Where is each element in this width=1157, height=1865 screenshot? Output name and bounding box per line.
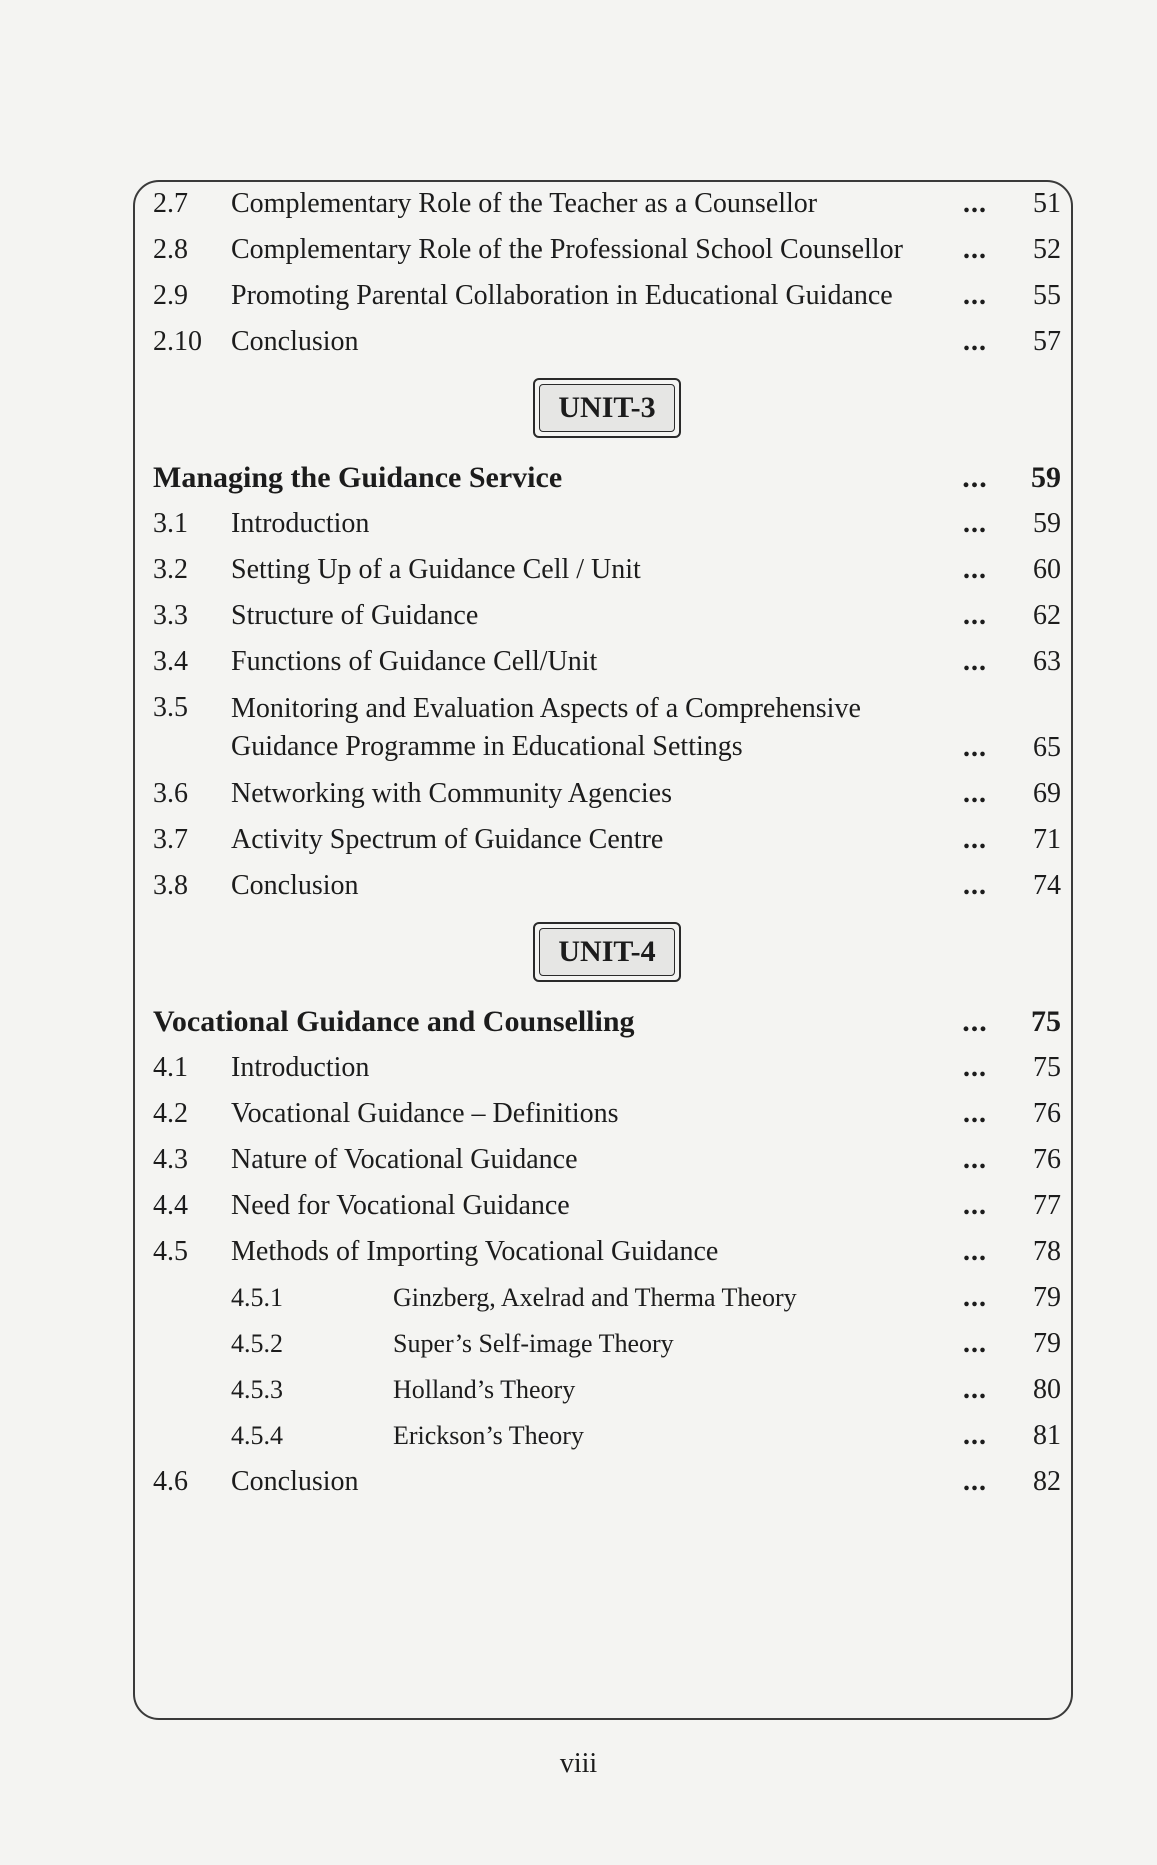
toc-entry-4-3 <box>153 1142 1061 1178</box>
entry-title: Vocational Guidance – Definitions <box>231 1098 619 1129</box>
entry-number: 3.2 <box>153 554 188 585</box>
page-number: 52 <box>1033 234 1061 265</box>
page-number: 77 <box>1033 1190 1061 1221</box>
entry-number: 4.3 <box>153 1144 188 1175</box>
entry-title: Promoting Parental Collaboration in Educational Guidance <box>231 280 893 311</box>
page-number: 71 <box>1033 824 1061 855</box>
entry-number: 3.8 <box>153 870 188 901</box>
entry-title-line-1: Monitoring and Evaluation Aspects of a Comprehensive <box>231 693 861 724</box>
table-of-contents <box>153 186 1061 1510</box>
toc-entry-2-7 <box>153 186 1061 222</box>
toc-entry-3-5 <box>153 690 1061 766</box>
toc-entry-3-4 <box>153 644 1061 680</box>
toc-entry-3-1 <box>153 506 1061 542</box>
page-number: 75 <box>1031 1005 1061 1038</box>
unit-label: UNIT-4 <box>539 928 674 976</box>
leader-dots: ... <box>963 1374 987 1405</box>
entry-title: Super’s Self-image Theory <box>393 1329 674 1358</box>
entry-title: Conclusion <box>231 1466 359 1497</box>
toc-entry-3-2 <box>153 552 1061 588</box>
page-number: 82 <box>1033 1466 1061 1497</box>
entry-number: 3.5 <box>153 692 188 723</box>
leader-dots: ... <box>963 732 987 763</box>
toc-entry-4-5 <box>153 1234 1061 1270</box>
unit-title: Vocational Guidance and Counselling <box>153 1005 635 1038</box>
entry-number: 4.1 <box>153 1052 188 1083</box>
leader-dots: ... <box>963 280 987 311</box>
entry-number: 2.10 <box>153 326 202 357</box>
toc-entry-3-7 <box>153 822 1061 858</box>
leader-dots: ... <box>963 188 987 219</box>
entry-number: 4.2 <box>153 1098 188 1129</box>
entry-title: Setting Up of a Guidance Cell / Unit <box>231 554 641 585</box>
leader-dots: ... <box>963 1236 987 1267</box>
leader-dots: ... <box>963 1466 987 1497</box>
page-number: 75 <box>1033 1052 1061 1083</box>
toc-entry-2-8 <box>153 232 1061 268</box>
unit-4-banner <box>153 922 1061 982</box>
leader-dots: ... <box>963 508 987 539</box>
entry-number: 3.3 <box>153 600 188 631</box>
leader-dots: ... <box>963 778 987 809</box>
entry-title: Activity Spectrum of Guidance Centre <box>231 824 664 855</box>
leader-dots: ... <box>963 1420 987 1451</box>
page-number: 80 <box>1033 1374 1061 1405</box>
unit-3-banner <box>153 378 1061 438</box>
entry-number: 4.6 <box>153 1466 188 1497</box>
entry-title <box>231 690 949 766</box>
leader-dots: ... <box>963 646 987 677</box>
entry-title: Conclusion <box>231 326 359 357</box>
leader-dots: ... <box>963 1328 987 1359</box>
entry-title: Complementary Role of the Professional School Counsellor <box>231 234 903 265</box>
folio-page-number: viii <box>559 1748 598 1779</box>
toc-entry-4-6 <box>153 1464 1061 1500</box>
page-number: 79 <box>1033 1328 1061 1359</box>
toc-entry-3-8 <box>153 868 1061 904</box>
entry-title: Nature of Vocational Guidance <box>231 1144 578 1175</box>
leader-dots: ... <box>963 1144 987 1175</box>
leader-dots: ... <box>963 1098 987 1129</box>
page-number: 76 <box>1033 1144 1061 1175</box>
leader-dots: ... <box>963 870 987 901</box>
toc-entry-2-10 <box>153 324 1061 360</box>
leader-dots: ... <box>963 234 987 265</box>
unit-4-heading <box>153 1004 1061 1040</box>
toc-subentry-4-5-3 <box>153 1372 1061 1408</box>
page-number: 79 <box>1033 1282 1061 1313</box>
leader-dots: ... <box>962 461 988 494</box>
entry-title: Structure of Guidance <box>231 600 479 631</box>
toc-subentry-4-5-1 <box>153 1280 1061 1316</box>
entry-number: 4.5.2 <box>231 1329 283 1358</box>
unit-title: Managing the Guidance Service <box>153 461 563 494</box>
entry-number: 2.8 <box>153 234 188 265</box>
toc-subentry-4-5-2 <box>153 1326 1061 1362</box>
toc-entry-3-3 <box>153 598 1061 634</box>
page-number: 63 <box>1033 646 1061 677</box>
page-number: 60 <box>1033 554 1061 585</box>
toc-entry-4-4 <box>153 1188 1061 1224</box>
page-number: 74 <box>1033 870 1061 901</box>
page-number: 65 <box>1033 732 1061 763</box>
page-number: 81 <box>1033 1420 1061 1451</box>
entry-number: 4.5.1 <box>231 1283 283 1312</box>
leader-dots: ... <box>963 1190 987 1221</box>
entry-number: 4.5.4 <box>231 1421 283 1450</box>
leader-dots: ... <box>963 326 987 357</box>
entry-number: 2.7 <box>153 188 188 219</box>
toc-entry-4-2 <box>153 1096 1061 1132</box>
entry-title: Holland’s Theory <box>393 1375 576 1404</box>
page-number: 76 <box>1033 1098 1061 1129</box>
leader-dots: ... <box>963 1052 987 1083</box>
toc-entry-2-9 <box>153 278 1061 314</box>
entry-title: Need for Vocational Guidance <box>231 1190 570 1221</box>
entry-number: 2.9 <box>153 280 188 311</box>
entry-number: 3.4 <box>153 646 188 677</box>
leader-dots: ... <box>963 824 987 855</box>
leader-dots: ... <box>963 554 987 585</box>
entry-title: Conclusion <box>231 870 359 901</box>
page-number: 51 <box>1033 188 1061 219</box>
page-number: 57 <box>1033 326 1061 357</box>
leader-dots: ... <box>963 600 987 631</box>
page-number: 59 <box>1033 508 1061 539</box>
unit-label: UNIT-3 <box>539 384 674 432</box>
entry-title: Functions of Guidance Cell/Unit <box>231 646 598 677</box>
unit-label-box <box>533 378 680 438</box>
entry-number: 3.1 <box>153 508 188 539</box>
entry-number: 4.5 <box>153 1236 188 1267</box>
toc-subentry-4-5-4 <box>153 1418 1061 1454</box>
entry-title: Ginzberg, Axelrad and Therma Theory <box>393 1283 797 1312</box>
leader-dots: ... <box>962 1005 988 1038</box>
entry-number: 4.4 <box>153 1190 188 1221</box>
page-number: 55 <box>1033 280 1061 311</box>
entry-title: Complementary Role of the Teacher as a Counsellor <box>231 188 818 219</box>
entry-title: Introduction <box>231 508 370 539</box>
entry-title: Methods of Importing Vocational Guidance <box>231 1236 719 1267</box>
toc-entry-3-6 <box>153 776 1061 812</box>
entry-number: 4.5.3 <box>231 1375 283 1404</box>
page-number: 78 <box>1033 1236 1061 1267</box>
entry-number: 3.6 <box>153 778 188 809</box>
page-number: 59 <box>1031 461 1061 494</box>
unit-label-box <box>533 922 680 982</box>
entry-number: 3.7 <box>153 824 188 855</box>
leader-dots: ... <box>963 1282 987 1313</box>
unit-3-heading <box>153 460 1061 496</box>
page-number: 69 <box>1033 778 1061 809</box>
entry-title-line-2: Guidance Programme in Educational Settings <box>231 731 743 762</box>
page-number: 62 <box>1033 600 1061 631</box>
entry-title: Introduction <box>231 1052 370 1083</box>
toc-entry-4-1 <box>153 1050 1061 1086</box>
entry-title: Networking with Community Agencies <box>231 778 672 809</box>
entry-title: Erickson’s Theory <box>393 1421 584 1450</box>
